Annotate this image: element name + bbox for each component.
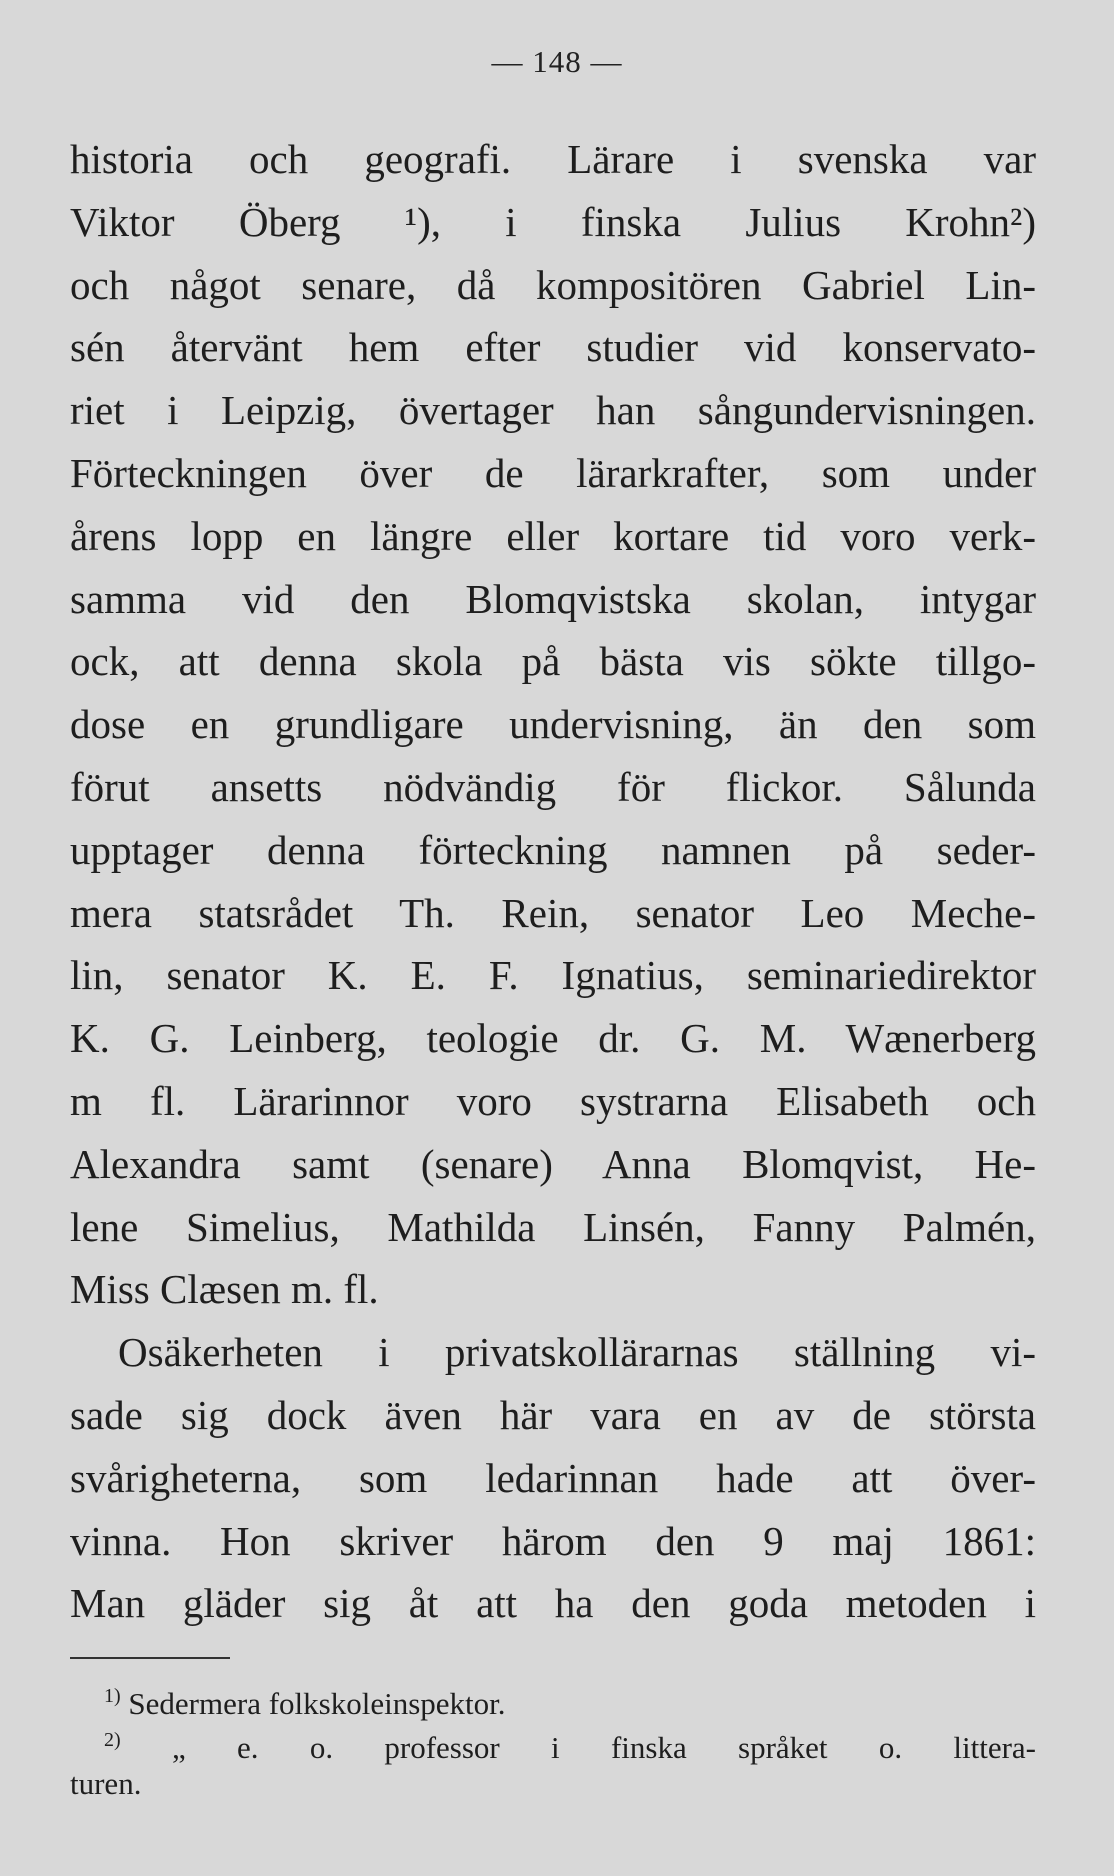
text-line: m fl. Lärarinnor voro systrarna Elisabeth och bbox=[70, 1077, 1036, 1124]
footnote-mark: 1) bbox=[104, 1685, 121, 1707]
paragraph-1 bbox=[70, 128, 1036, 1321]
text-line: lene Simelius, Mathilda Linsén, Fanny Palmén, bbox=[70, 1203, 1036, 1250]
text-line: Alexandra samt (senare) Anna Blomqvist, He- bbox=[70, 1140, 1036, 1187]
text-line: sade sig dock även här vara en av de största bbox=[70, 1391, 1036, 1438]
text-line: Osäkerheten i privatskollärarnas ställning vi- bbox=[118, 1329, 1036, 1376]
text-line: samma vid den Blomqvistska skolan, intygar bbox=[70, 575, 1036, 622]
text-line: upptager denna förteckning namnen på seder- bbox=[70, 826, 1036, 873]
footnote-text: „ e. o. professor i finska språket o. littera- bbox=[171, 1730, 1037, 1765]
text-line: årens lopp en längre eller kortare tid voro verk- bbox=[70, 512, 1036, 559]
text-line: riet i Leipzig, övertager han sångundervisningen. bbox=[70, 387, 1036, 434]
paragraph-2 bbox=[70, 1321, 1036, 1635]
text-line: mera statsrådet Th. Rein, senator Leo Meche- bbox=[70, 889, 1036, 936]
page-number: — 148 — bbox=[491, 44, 623, 79]
text-line: sén återvänt hem efter studier vid konservato- bbox=[70, 324, 1036, 371]
text-line: K. G. Leinberg, teologie dr. G. M. Wænerberg bbox=[70, 1015, 1036, 1062]
footnote-text: Sedermera folkskoleinspektor. bbox=[128, 1686, 506, 1721]
text-line: svårigheterna, som ledarinnan hade att över- bbox=[70, 1454, 1036, 1501]
text-line: lin, senator K. E. F. Ignatius, seminariedirektor bbox=[70, 952, 1036, 999]
text-line: Man gläder sig åt att ha den goda metoden i bbox=[70, 1580, 1036, 1627]
text-line: Miss Clæsen m. fl. bbox=[70, 1266, 379, 1313]
text-line: och något senare, då kompositören Gabriel Lin- bbox=[70, 261, 1036, 308]
footnote-2-continuation: turen. bbox=[70, 1766, 142, 1801]
text-line: Viktor Öberg ¹), i finska Julius Krohn²) bbox=[70, 198, 1036, 245]
footnote-mark: 2) bbox=[104, 1729, 121, 1751]
text-line: historia och geografi. Lärare i svenska var bbox=[70, 136, 1036, 182]
text-line: förut ansetts nödvändig för flickor. Sålunda bbox=[70, 763, 1036, 810]
footnotes bbox=[70, 1674, 1036, 1806]
body-text bbox=[70, 128, 1036, 1635]
text-line: dose en grundligare undervisning, än den som bbox=[70, 701, 1036, 748]
footnote-1 bbox=[70, 1674, 1036, 1721]
text-line: vinna. Hon skriver härom den 9 maj 1861: bbox=[70, 1517, 1036, 1564]
text-line: Förteckningen över de lärarkrafter, som under bbox=[70, 449, 1036, 496]
footnote-2 bbox=[70, 1718, 1037, 1765]
text-line: ock, att denna skola på bästa vis sökte tillgo- bbox=[70, 638, 1036, 685]
footnote-divider bbox=[70, 1657, 230, 1659]
